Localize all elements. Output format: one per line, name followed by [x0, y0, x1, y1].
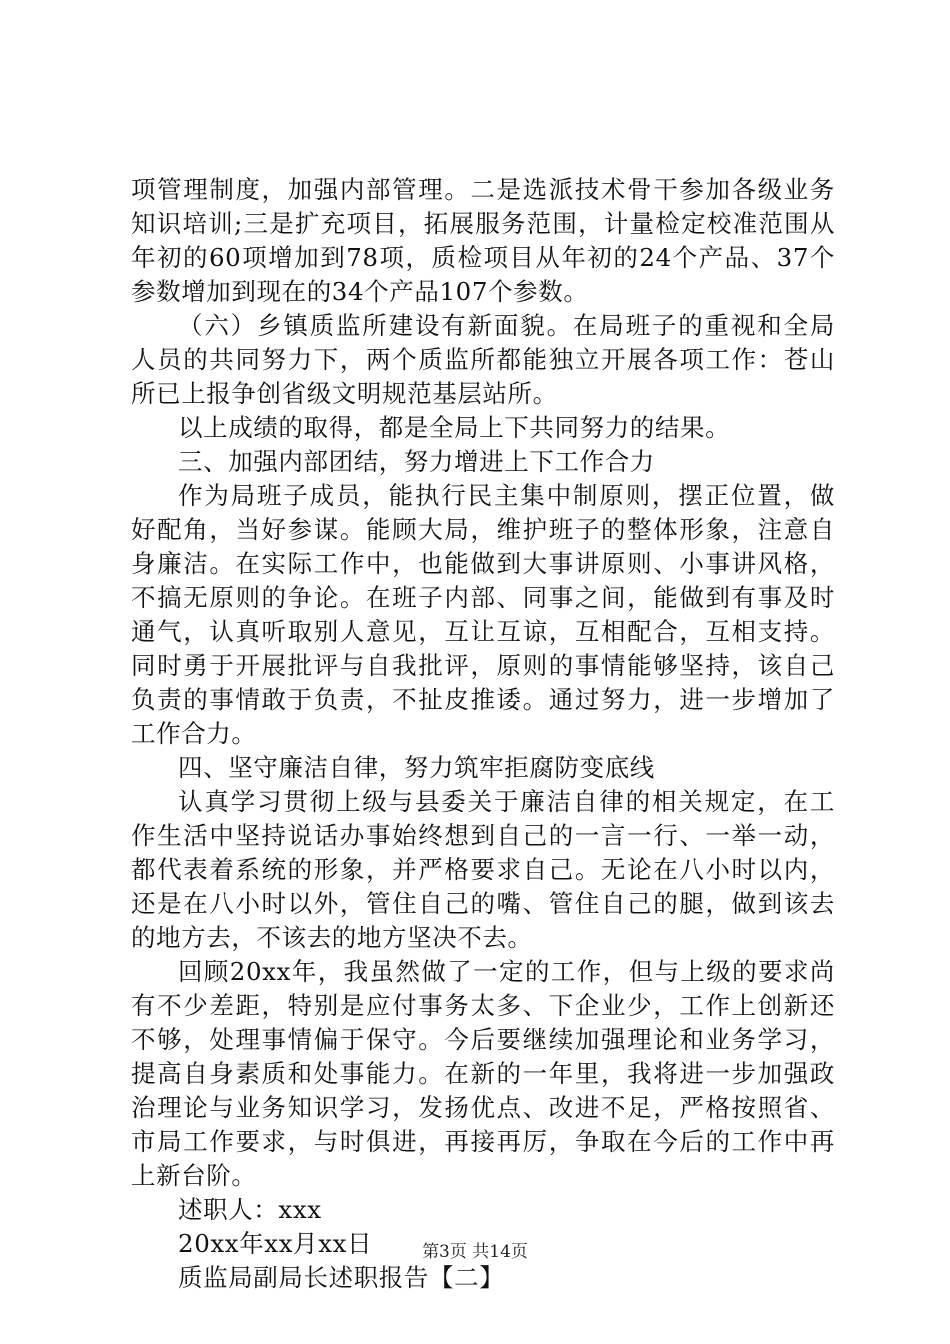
text-line: 治理论与业务知识学习，发扬优点、改进不足，严格按照省、: [131, 1093, 835, 1122]
text-line: 都代表着系统的形象，并严格要求自己。无论在八小时以内，: [131, 855, 835, 884]
page-number-footer: 第3页 共14页: [422, 1242, 528, 1262]
text-line: 同时勇于开展批评与自我批评，原则的事情能够坚持，该自己: [131, 651, 835, 680]
text-line: 知识培训;三是扩充项目，拓展服务范围，计量检定校准范围从: [131, 209, 835, 238]
section-heading: 四、坚守廉洁自律，努力筑牢拒腐防变底线: [178, 753, 655, 782]
document-body: [131, 173, 835, 1295]
text-line: 作生活中坚持说话办事始终想到自己的一言一行、一举一动，: [131, 821, 835, 850]
text-line: 身廉洁。在实际工作中，也能做到大事讲原则、小事讲风格，: [131, 549, 835, 578]
text-line: 认真学习贯彻上级与县委关于廉洁自律的相关规定，在工: [178, 787, 835, 816]
text-line: 工作合力。: [131, 719, 257, 748]
signature-line: 述职人：xxx: [178, 1195, 322, 1224]
text-line: 作为局班子成员，能执行民主集中制原则，摆正位置，做: [178, 481, 835, 510]
text-line: 有不少差距，特别是应付事务太多、下企业少，工作上创新还: [131, 991, 835, 1020]
text-line: 提高自身素质和处事能力。在新的一年里，我将进一步加强政: [131, 1059, 835, 1088]
text-line: 参数增加到现在的34个产品107个参数。: [131, 277, 589, 306]
text-line: （六）乡镇质监所建设有新面貌。在局班子的重视和全局: [178, 311, 835, 340]
next-report-title: 质监局副局长述职报告【二】: [178, 1263, 505, 1292]
text-line: 不搞无原则的争论。在班子内部、同事之间，能做到有事及时: [131, 583, 835, 612]
text-line: 好配角，当好参谋。能顾大局，维护班子的整体形象，注意自: [131, 515, 835, 544]
text-line: 人员的共同努力下，两个质监所都能独立开展各项工作：苍山: [131, 345, 835, 374]
text-line: 不够，处理事情偏于保守。今后要继续加强理论和业务学习，: [131, 1025, 835, 1054]
text-line: 上新台阶。: [131, 1161, 257, 1190]
text-line: 项管理制度，加强内部管理。二是选派技术骨干参加各级业务: [131, 175, 835, 204]
text-line: 年初的60项增加到78项，质检项目从年初的24个产品、37个: [131, 243, 835, 272]
text-line: 回顾20xx年，我虽然做了一定的工作，但与上级的要求尚: [178, 957, 835, 986]
text-line: 以上成绩的取得，都是全局上下共同努力的结果。: [178, 413, 731, 442]
text-line: 通气，认真听取别人意见，互让互谅，互相配合，互相支持。: [131, 617, 835, 646]
section-heading: 三、加强内部团结，努力增进上下工作合力: [178, 447, 655, 476]
text-line: 还是在八小时以外，管住自己的嘴、管住自己的腿，做到该去: [131, 889, 835, 918]
text-line: 的地方去，不该去的地方坚决不去。: [131, 923, 533, 952]
text-line: 市局工作要求，与时俱进，再接再厉，争取在今后的工作中再: [131, 1127, 835, 1156]
date-line: 20xx年xx月xx日: [178, 1229, 373, 1258]
text-line: 所已上报争创省级文明规范基层站所。: [131, 379, 558, 408]
text-line: 负责的事情敢于负责，不扯皮推诿。通过努力，进一步增加了: [131, 685, 835, 714]
